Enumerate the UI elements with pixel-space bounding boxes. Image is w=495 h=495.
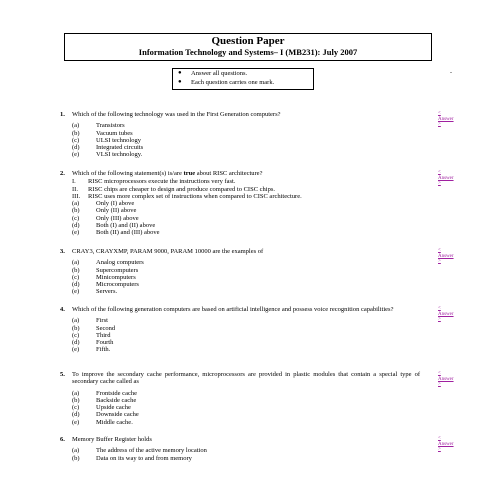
instruction-text: Each question carries one mark. [191, 79, 275, 86]
option [72, 222, 420, 229]
option-label: (e) [72, 346, 80, 354]
question-number: 1. [60, 111, 65, 118]
option-label: (e) [72, 229, 80, 237]
option [72, 455, 420, 462]
option [72, 274, 420, 281]
answer-bracket-close: > [438, 382, 441, 387]
option-label: (c) [72, 331, 80, 339]
option-text: Servers. [96, 288, 118, 296]
option-label: (d) [72, 144, 80, 152]
answer-link-1[interactable] [438, 111, 454, 128]
statement [72, 193, 420, 200]
question-number: 4. [60, 306, 65, 313]
answer-label: Answer [438, 116, 454, 122]
statement-label: I. [72, 178, 76, 186]
question-1 [60, 111, 420, 159]
option-label: (a) [72, 317, 80, 325]
option [72, 339, 420, 346]
option [72, 411, 420, 418]
statement [72, 186, 420, 193]
answer-bracket-open: < [438, 436, 441, 441]
corner-mark: - [450, 70, 452, 76]
question-number: 2. [60, 170, 65, 177]
option [72, 397, 420, 404]
instruction-item [173, 78, 313, 87]
question-4 [60, 306, 420, 354]
option-label: (b) [72, 129, 80, 137]
answer-bracket-close: > [438, 122, 441, 127]
question-text: Which of the following generation computers are based on artificial intelligence and possess voice recognition capabilities? [72, 306, 394, 313]
option [72, 137, 420, 144]
option-text: Fifth. [96, 346, 111, 354]
statement [72, 178, 420, 185]
statement-text: RISC microprocessors execute the instructions very fast. [88, 178, 236, 186]
option-text: Only (I) above [96, 200, 135, 208]
option-text: Transistors [96, 122, 125, 130]
option-label: (d) [72, 281, 80, 289]
question-number: 5. [60, 371, 65, 378]
option-text: Vacuum tubes [96, 129, 133, 137]
question-text: Memory Buffer Register holds [72, 436, 152, 443]
option-label: (d) [72, 339, 80, 347]
option-label: (a) [72, 122, 80, 130]
option-text: ULSI technology [96, 136, 141, 144]
option-label: (e) [72, 151, 80, 159]
answer-link-6[interactable] [438, 436, 454, 453]
option-label: (a) [72, 200, 80, 208]
option [72, 346, 420, 353]
answer-label: Answer [438, 441, 454, 447]
option-label: (c) [72, 136, 80, 144]
option [72, 317, 420, 324]
question-text: Which of the following technology was used in the First Generation computers? [72, 111, 281, 118]
answer-label: Answer [438, 311, 454, 317]
question-text-part: about RISC architecture? [195, 170, 263, 177]
option [72, 207, 420, 214]
question-5 [60, 371, 420, 426]
option-text: Frontside cache [96, 389, 137, 397]
option [72, 130, 420, 137]
answer-bracket-open: < [438, 371, 441, 376]
option-label: (d) [72, 222, 80, 230]
bullet-icon: ● [178, 79, 182, 85]
option [72, 332, 420, 339]
option-text: The address of the active memory location [96, 447, 207, 455]
option-label: (d) [72, 411, 80, 419]
option-label: (c) [72, 404, 80, 412]
answer-bracket-close: > [438, 447, 441, 452]
option-text: Third [96, 331, 111, 339]
answer-link-4[interactable] [438, 306, 454, 323]
question-text: To improve the secondary cache performance, microprocessors are provided in plastic modules that contain a special type of secondary cache called as [72, 371, 420, 386]
instruction-text: Answer all questions. [191, 70, 248, 77]
answer-link-2[interactable] [438, 170, 454, 187]
option [72, 122, 420, 129]
answer-label: Answer [438, 253, 454, 259]
question-number: 6. [60, 436, 65, 443]
option-text: VLSI technology. [96, 151, 143, 159]
option [72, 259, 420, 266]
answer-label: Answer [438, 175, 454, 181]
question-6 [60, 436, 420, 462]
option-text: Both (II) and (III) above [96, 229, 160, 237]
option [72, 390, 420, 397]
option-text: First [96, 317, 108, 325]
option-label: (b) [72, 207, 80, 215]
statement-text: RISC uses more complex set of instructions when compared to CISC architecture. [88, 192, 302, 200]
option [72, 325, 420, 332]
option-text: Downside cache [96, 411, 139, 419]
answer-link-3[interactable] [438, 248, 454, 265]
answer-bracket-open: < [438, 248, 441, 253]
option-text: Supercomputers [96, 266, 139, 274]
bullet-icon: ● [178, 70, 182, 76]
option-text: Upside cache [96, 404, 131, 412]
option-label: (b) [72, 266, 80, 274]
option-label: (c) [72, 214, 80, 222]
answer-link-5[interactable] [438, 371, 454, 388]
option-label: (b) [72, 396, 80, 404]
option-text: Data on its way to and from memory [96, 454, 192, 462]
question-number: 3. [60, 248, 65, 255]
option [72, 281, 420, 288]
option-text: Only (III) above [96, 214, 139, 222]
option-text: Microcomputers [96, 281, 139, 289]
paper-subtitle: Information Technology and Systems– I (MB231): July 2007 [138, 47, 358, 57]
option-text: Middle cache. [96, 418, 133, 426]
paper-header [64, 33, 432, 61]
option-text: Analog computers [96, 259, 144, 267]
option-text: Minicomputers [96, 273, 136, 281]
option [72, 288, 420, 295]
option [72, 267, 420, 274]
option [72, 151, 420, 158]
question-text-part: Which of the following statement(s) is/are [72, 170, 184, 177]
answer-bracket-close: > [438, 181, 441, 186]
option-label: (b) [72, 324, 80, 332]
paper-title: Question Paper [211, 35, 285, 47]
option-text: Fourth [96, 339, 114, 347]
answer-bracket-close: > [438, 317, 441, 322]
option-label: (b) [72, 454, 80, 462]
option-label: (a) [72, 259, 80, 267]
option [72, 200, 420, 207]
option [72, 447, 420, 454]
question-text: CRAY3, CRAYXMP, PARAM 9000, PARAM 10000 are the examples of [72, 248, 264, 255]
answer-bracket-open: < [438, 111, 441, 116]
statement-text: RISC chips are cheaper to design and produce compared to CISC chips. [88, 185, 276, 193]
option-text: Only (II) above [96, 207, 137, 215]
instruction-item [173, 69, 313, 78]
option-text: Integrated circuits [96, 144, 144, 152]
answer-bracket-close: > [438, 259, 441, 264]
answer-label: Answer [438, 376, 454, 382]
option [72, 144, 420, 151]
option-label: (e) [72, 418, 80, 426]
option-text: Second [96, 324, 116, 332]
option-text: Both (I) and (II) above [96, 222, 156, 230]
statement-label: II. [72, 185, 78, 193]
answer-bracket-open: < [438, 306, 441, 311]
option [72, 404, 420, 411]
option [72, 419, 420, 426]
instructions-box [172, 68, 314, 90]
question-emphasis: true [183, 170, 196, 177]
question-3 [60, 248, 420, 296]
option [72, 229, 420, 236]
option-text: Backside cache [96, 396, 137, 404]
question-text [72, 170, 420, 177]
option [72, 215, 420, 222]
option-label: (c) [72, 273, 80, 281]
option-label: (a) [72, 389, 80, 397]
option-label: (e) [72, 288, 80, 296]
question-2 [60, 170, 420, 237]
statement-label: III. [72, 192, 81, 200]
option-label: (a) [72, 447, 80, 455]
answer-bracket-open: < [438, 170, 441, 175]
